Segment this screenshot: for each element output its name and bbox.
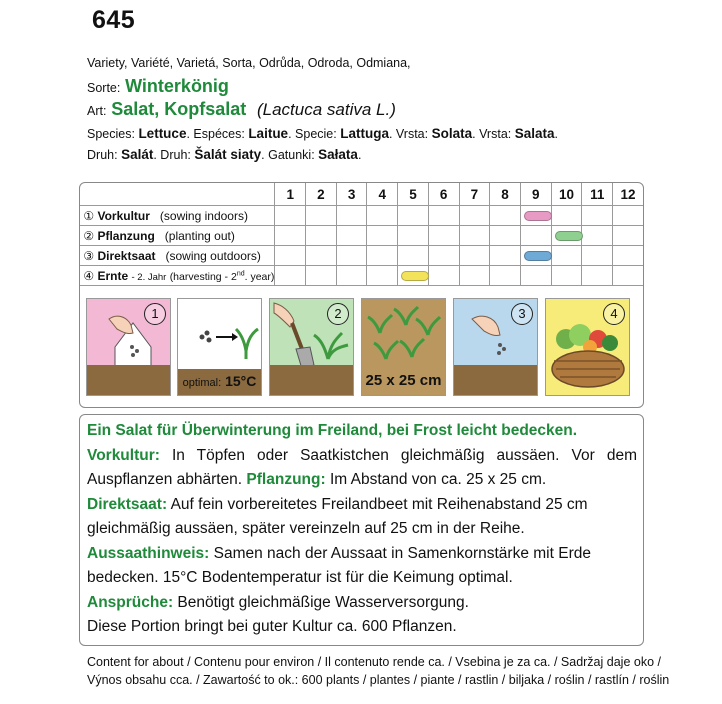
headline: Ein Salat für Überwinterung im Freiland, bei Frost leicht bedecken.	[87, 422, 578, 439]
calendar-header-row	[80, 183, 643, 206]
sorte-label: Sorte:	[87, 81, 121, 95]
calendar-row-ernte: ④ Ernte - 2. Jahr (harvesting - 2nd. year)	[80, 266, 643, 286]
month-4: 4	[367, 183, 398, 206]
month-5: 5	[398, 183, 429, 206]
calendar-row-direktsaat: ③ Direktsaat (sowing outdoors)	[80, 246, 643, 266]
direktsaat-text: Direktsaat: Auf fein vorbereitetes Freilandbeet mit Reihenabstand 25 cm gleichmäßig aussäen, später vereinzeln auf 25 cm in der Reihe.	[87, 495, 588, 537]
calendar-pill-ernte	[401, 271, 429, 281]
month-7: 7	[459, 183, 490, 206]
step-4-icon: 4	[603, 303, 625, 325]
month-9: 9	[520, 183, 551, 206]
month-11: 11	[582, 183, 613, 206]
species-line: Species: Lettuce. Espéces: Laitue. Specie: Lattuga. Vrsta: Solata. Vrsta: Salata.	[87, 126, 558, 141]
month-6: 6	[428, 183, 459, 206]
month-1: 1	[275, 183, 306, 206]
panel-spacing	[361, 298, 446, 396]
art-latin: (Lactuca sativa L.)	[256, 100, 396, 119]
spacing-value: 25 x 25 cm	[365, 372, 442, 389]
step-1-icon: 1	[144, 303, 166, 325]
step-3-icon: 3	[511, 303, 533, 325]
sorte-row	[87, 76, 229, 97]
month-2: 2	[306, 183, 337, 206]
content-line-2: Výnos obsahu cca. / Zawartość to ok.: 600 plants / plantes / piante / rastlin / biljaka / roślin / rastlín / roślin	[87, 673, 670, 687]
panel-harvest	[545, 298, 630, 396]
sowing-calendar	[79, 182, 644, 408]
panel-sowing-outdoors	[453, 298, 538, 396]
panel-sowing-indoors	[86, 298, 171, 396]
packet-number: 645	[92, 6, 136, 34]
growing-instructions	[79, 414, 644, 646]
aussaat-text: Aussaathinweis: Samen nach der Aussaat in Samenkornstärke mit Erde bedecken. 15°C Bodentemperatur ist für die Keimung optimal.	[87, 544, 591, 586]
calendar-table	[80, 183, 643, 286]
ansprueche-text: Ansprüche: Benötigt gleichmäßige Wasserversorgung.	[87, 593, 469, 611]
month-8: 8	[490, 183, 521, 206]
art-value: Salat, Kopfsalat	[111, 99, 247, 119]
step-2-icon: 2	[327, 303, 349, 325]
month-12: 12	[613, 183, 643, 206]
portion-text: Diese Portion bringt bei guter Kultur ca. 600 Pflanzen.	[87, 618, 457, 635]
variety-line: Variety, Variété, Varietá, Sorta, Odrůda, Odroda, Odmiana,	[87, 56, 411, 70]
month-3: 3	[336, 183, 367, 206]
calendar-row-pflanzung: ② Pflanzung (planting out)	[80, 226, 643, 246]
month-10: 10	[551, 183, 582, 206]
sorte-value: Winterkönig	[125, 76, 229, 96]
optimal-temp: optimal: 15°C	[182, 373, 257, 389]
panel-planting-out	[269, 298, 354, 396]
art-label: Art:	[87, 104, 107, 118]
druh-line: Druh: Salát. Druh: Šalát siaty. Gatunki: Sałata.	[87, 147, 362, 162]
calendar-pill-vorkultur	[524, 211, 552, 221]
vorkultur-text: Vorkultur: In Töpfen oder Saatkistchen gleichmäßig aussäen. Vor dem Auspflanzen abhärten. Pflanzung: Im Abstand von ca. 25 x 25 cm.	[87, 446, 637, 488]
calendar-row-vorkultur: ① Vorkultur (sowing indoors)	[80, 206, 643, 226]
calendar-pill-pflanzung	[555, 231, 583, 241]
calendar-pill-direktsaat	[524, 251, 552, 261]
content-line-1: Content for about / Contenu pour environ / Il contenuto rende ca. / Vsebina je za ca. / Sadržaj daje oko /	[87, 655, 661, 669]
panel-germination	[177, 298, 262, 396]
art-row	[87, 99, 396, 120]
